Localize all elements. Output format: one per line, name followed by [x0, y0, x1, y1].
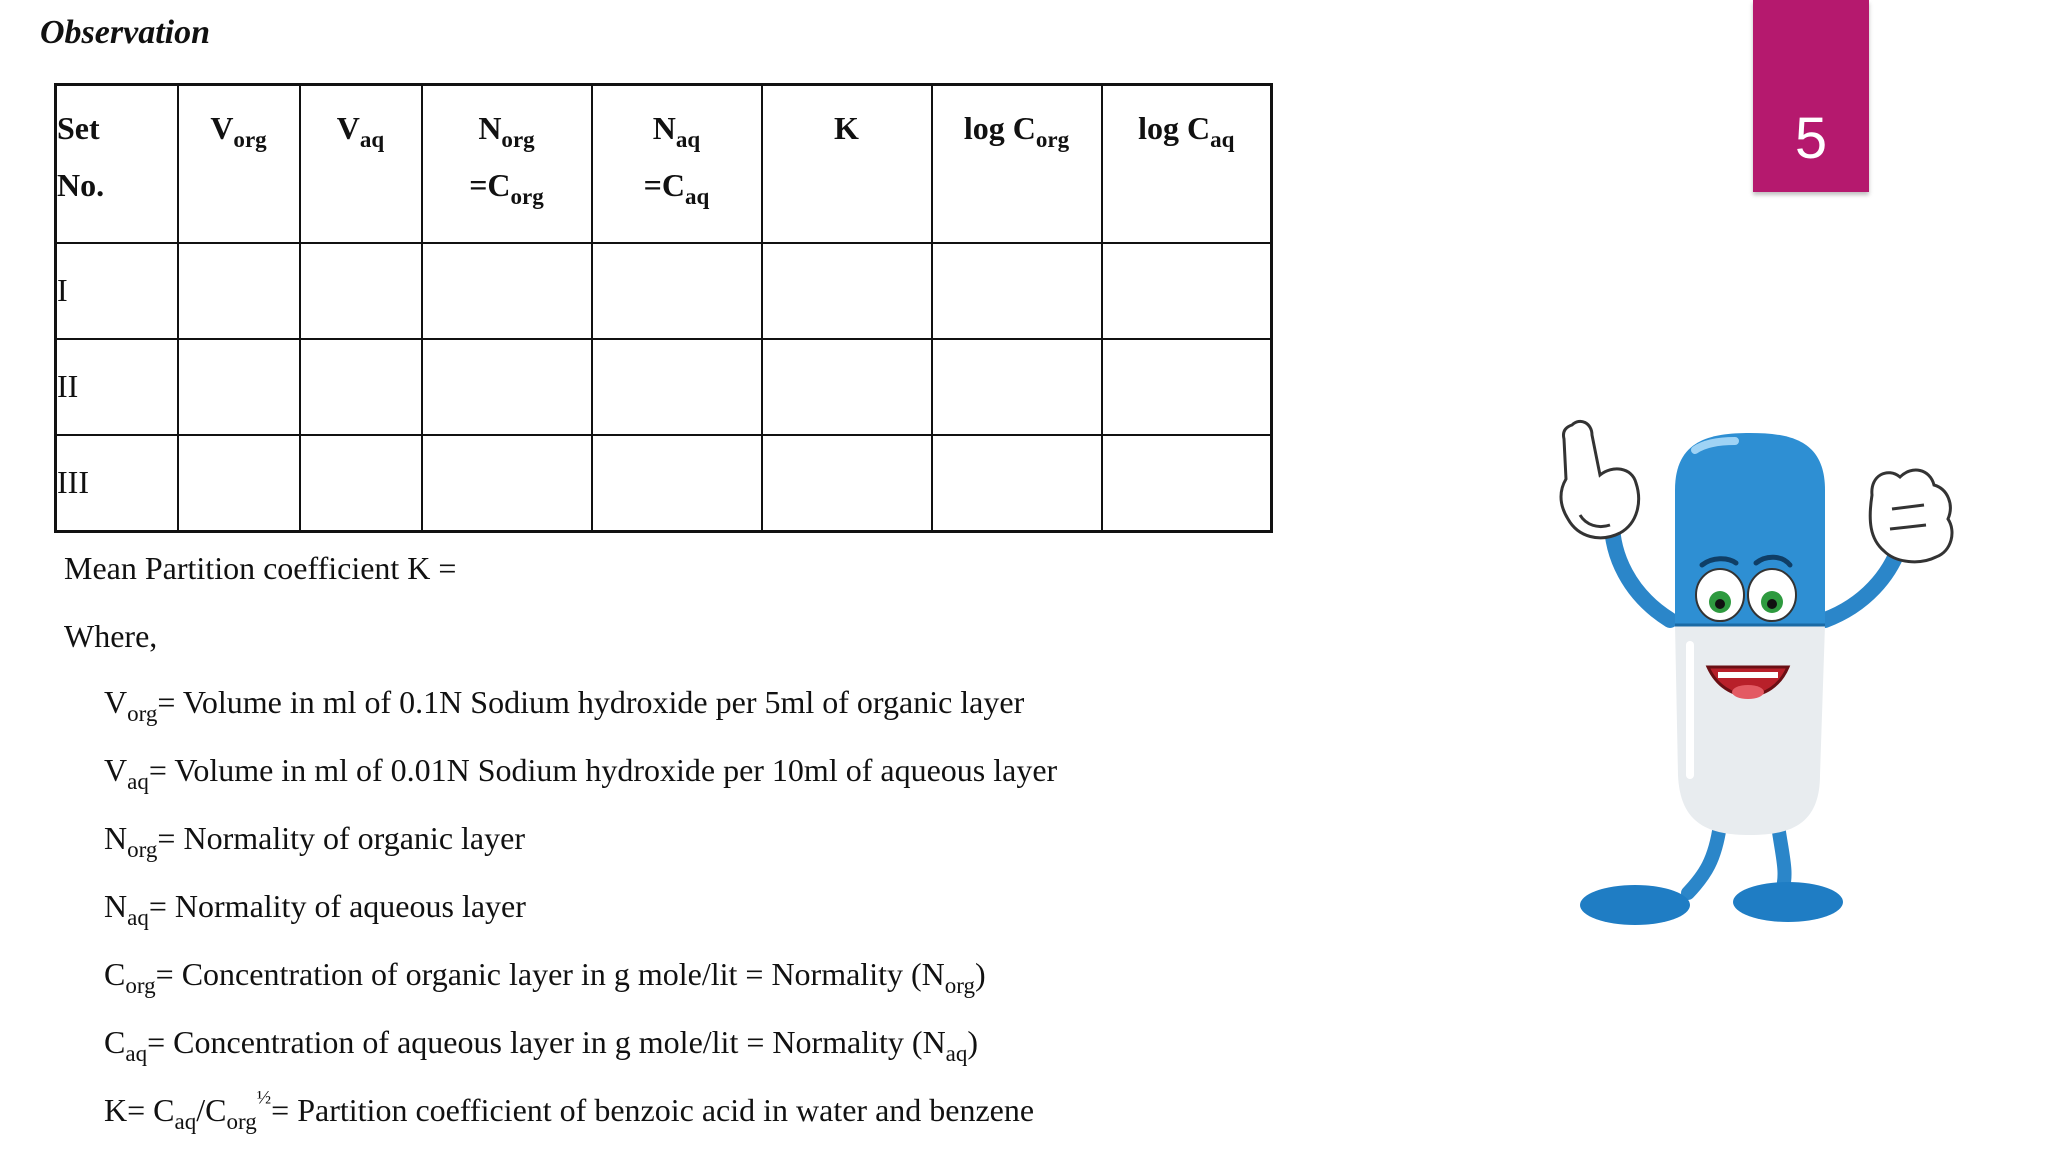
- table-cell: [1102, 339, 1272, 435]
- table-cell: [300, 435, 422, 532]
- table-cell: [932, 339, 1102, 435]
- table-cell: [762, 435, 932, 532]
- definition-v-aq: $V_{aq}=$ Volume in ml of 0.01N Sodium hydroxide per 10ml of aqueous layer: [104, 752, 1058, 795]
- header-set-no: Set No.: [56, 85, 178, 243]
- table-cell: [592, 339, 762, 435]
- observation-table: [54, 83, 1273, 533]
- table-cell: [178, 243, 300, 339]
- header-log-c-org: $\log C_{org}$: [932, 85, 1102, 243]
- table-cell: [762, 339, 932, 435]
- row-label: II: [56, 339, 178, 435]
- definition-k: $K= C_{aq}/C_{org}^{\frac{1}{2}}=$ Partition coefficient of benzoic acid in water and benzene: [104, 1087, 1035, 1135]
- table-cell: [1102, 243, 1272, 339]
- table-row: [56, 339, 1272, 435]
- header-v-aq: $V_{aq}$: [300, 85, 422, 243]
- header-n-aq: $N_{aq}$ $=C_{aq}$: [592, 85, 762, 243]
- table-header-row: [56, 85, 1272, 243]
- definition-v-org: $V_{org}=$ Volume in ml of 0.1N Sodium hydroxide per 5ml of organic layer: [104, 684, 1025, 727]
- header-k: K: [762, 85, 932, 243]
- table-cell: [932, 243, 1102, 339]
- slide-number-badge: [1753, 0, 1869, 192]
- row-label: III: [56, 435, 178, 532]
- table-cell: [592, 435, 762, 532]
- table-cell: [178, 339, 300, 435]
- header-log-c-aq: $\log C_{aq}$: [1102, 85, 1272, 243]
- slide-number: 5: [1794, 106, 1828, 171]
- table-cell: [1102, 435, 1272, 532]
- header-v-org: $V_{org}$: [178, 85, 300, 243]
- table-cell: [300, 339, 422, 435]
- header-n-org: $N_{org}$ $=C_{org}$: [422, 85, 592, 243]
- where-label: Where,: [64, 618, 158, 654]
- definition-n-aq: $N_{aq}=$ Normality of aqueous layer: [104, 888, 526, 931]
- definition-c-aq: $C_{aq}=$ Concentration of aqueous layer in g mole/lit = Normality $(N_{aq})$: [104, 1024, 979, 1067]
- table-cell: [422, 435, 592, 532]
- table-cell: [422, 339, 592, 435]
- definition-n-org: $N_{org}=$ Normality of organic layer: [104, 820, 525, 863]
- definitions-list: [104, 684, 1057, 1160]
- table-cell: [178, 435, 300, 532]
- mean-partition-line: Mean Partition coefficient K =: [64, 550, 457, 586]
- table-cell: [762, 243, 932, 339]
- capsule-mascot-icon: [1520, 405, 1970, 945]
- table-row: [56, 243, 1272, 339]
- table-cell: [300, 243, 422, 339]
- page-heading: Observation: [40, 14, 210, 51]
- row-label: I: [56, 243, 178, 339]
- table-cell: [932, 435, 1102, 532]
- table-row: [56, 435, 1272, 532]
- table-cell: [422, 243, 592, 339]
- definition-c-org: $C_{org}=$ Concentration of organic layer in g mole/lit = Normality $(N_{org})$: [104, 956, 986, 999]
- table-cell: [592, 243, 762, 339]
